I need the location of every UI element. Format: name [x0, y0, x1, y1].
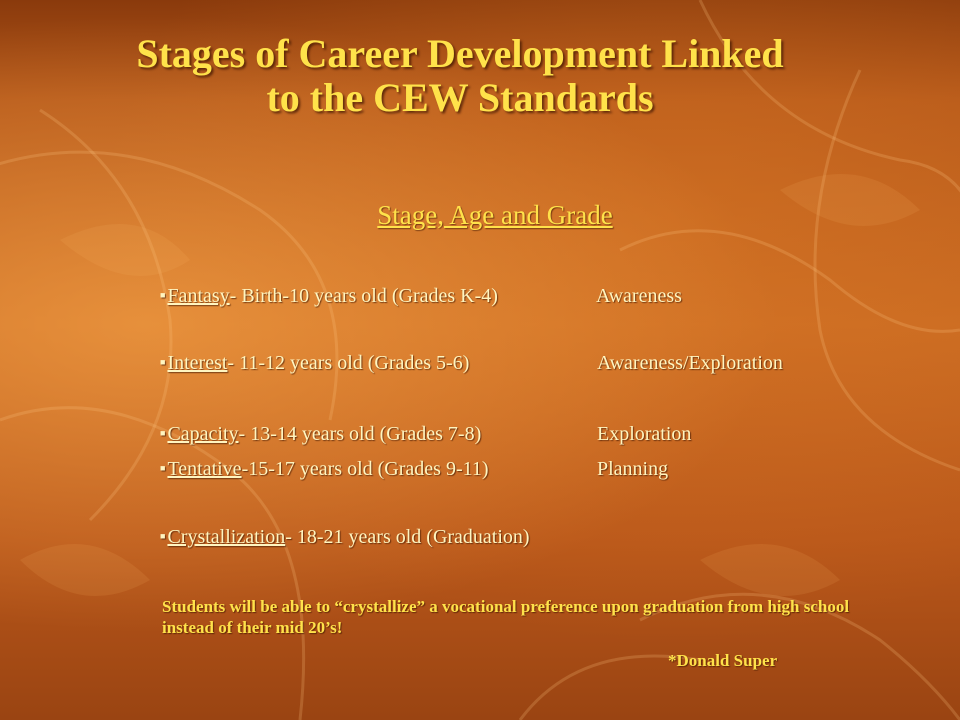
stage-term: Fantasy — [167, 285, 230, 307]
stage-age-grade: - 11-12 years old (Grades 5-6) — [227, 352, 470, 374]
stage-item-capacity — [160, 423, 692, 449]
stage-term: Interest — [167, 352, 228, 374]
stage-level: Planning — [597, 458, 669, 480]
title-line-2: to the CEW Standards — [266, 75, 654, 120]
stage-age-grade: - 18-21 years old (Graduation) — [285, 526, 530, 548]
bullet-icon: ■ — [160, 463, 166, 473]
slide-subtitle: Stage, Age and Grade — [377, 200, 613, 230]
bullet-icon: ■ — [160, 357, 166, 367]
attribution: *Donald Super — [668, 651, 778, 670]
bullet-icon: ■ — [160, 290, 166, 300]
stage-term: Capacity — [167, 423, 239, 445]
stage-item-fantasy — [160, 285, 682, 311]
bullet-icon: ■ — [160, 428, 166, 438]
bullet-icon: ■ — [160, 531, 166, 541]
stage-term: Crystallization — [167, 526, 286, 548]
stage-level: Exploration — [597, 423, 692, 445]
slide-title — [40, 32, 880, 120]
stage-level: Awareness/Exploration — [597, 352, 783, 374]
stage-age-grade: - 13-14 years old (Grades 7-8) — [238, 423, 482, 445]
stage-item-interest — [160, 352, 783, 378]
stage-age-grade: - Birth-10 years old (Grades K-4) — [229, 285, 498, 307]
stage-item-crystallization — [160, 526, 530, 552]
summary-note: Students will be able to “crystallize” a vocational preference upon graduation from high school instead of their mid 20’s! — [162, 597, 850, 637]
stage-item-tentative — [160, 458, 669, 484]
stage-level: Awareness — [596, 285, 682, 307]
stage-age-grade: -15-17 years old (Grades 9-11) — [241, 458, 489, 480]
stage-term: Tentative — [167, 458, 242, 480]
title-line-1: Stages of Career Development Linked — [136, 31, 784, 76]
